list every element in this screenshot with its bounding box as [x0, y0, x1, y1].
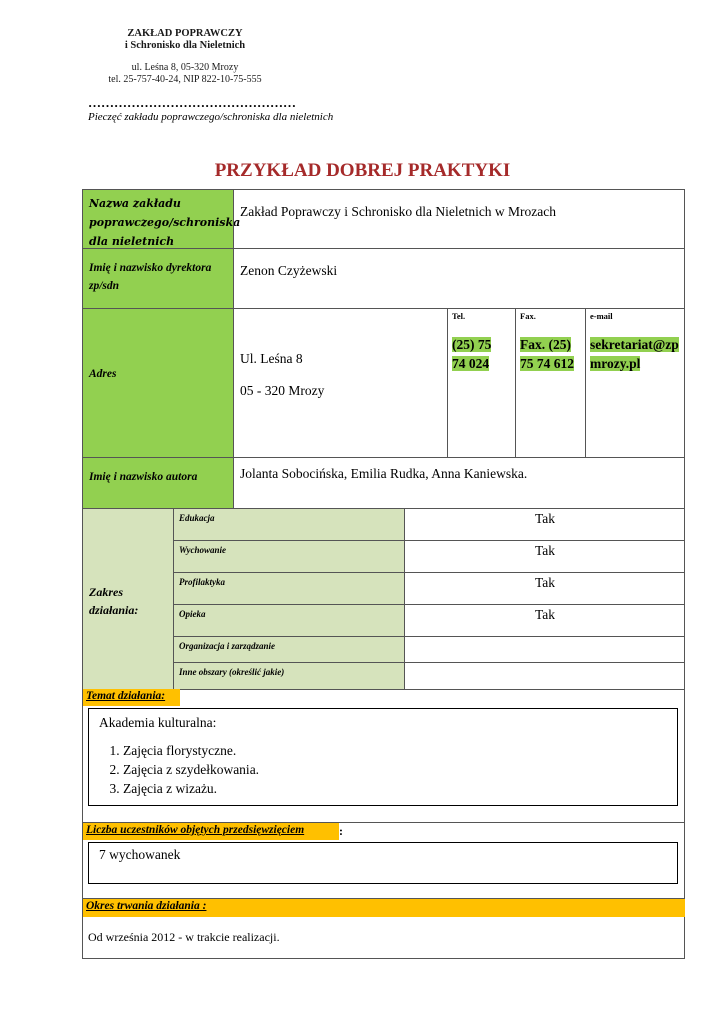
scope-item-value: Tak [404, 508, 685, 540]
scope-item-name: Edukacja [173, 508, 404, 540]
list-item: 1. Zajęcia florystyczne. [123, 741, 667, 760]
tel-label: Tel. [452, 311, 466, 321]
stamp-line-4: tel. 25-757-40-24, NIP 822-10-75-555 [108, 74, 262, 85]
topic-box [88, 708, 678, 806]
stamp-line-3: ul. Leśna 8, 05-320 Mrozy [131, 62, 239, 73]
scope-item-value [404, 662, 685, 689]
list-item: 2. Zajęcia z szydełkowania. [123, 760, 667, 779]
author-label: Imię i nazwisko autora [83, 457, 233, 508]
email-value[interactable]: sekretariat@zpmrozy.pl [590, 337, 679, 371]
topic-list [99, 741, 667, 798]
participants-colon: : [339, 824, 343, 838]
address-postal: 05 - 320 Mrozy [240, 383, 325, 398]
stamp-dots: ………………………………………… [88, 95, 296, 110]
institution-stamp [100, 28, 270, 86]
fax-label: Fax. [520, 311, 536, 321]
scope-item-name: Inne obszary (określić jakie) [173, 662, 404, 689]
address-cell [233, 308, 447, 457]
scope-item-value: Tak [404, 572, 685, 604]
list-item: 3. Zajęcia z wizażu. [123, 779, 667, 798]
director-label: Imię i nazwisko dyrektora zp/sdn [83, 248, 233, 308]
scope-item-name: Opieka [173, 604, 404, 636]
scope-item-name: Wychowanie [173, 540, 404, 572]
topic-label: Temat działania: [83, 689, 180, 706]
topic-intro: Akademia kulturalna: [99, 715, 217, 730]
director-value: Zenon Czyżewski [233, 248, 685, 308]
stamp-line-1: ZAKŁAD POPRAWCZY [127, 28, 243, 39]
scope-item-value [404, 636, 685, 662]
page-title: PRZYKŁAD DOBREJ PRAKTYKI [214, 160, 511, 181]
name-label: Nazwa zakładu poprawczego/schroniska dla nieletnich [83, 190, 233, 248]
scope-item-value: Tak [404, 540, 685, 572]
stamp-caption: Pieczęć zakładu poprawczego/schroniska dla nieletnich [88, 111, 334, 123]
stamp-line-2: i Schronisko dla Nieletnich [124, 40, 246, 51]
scope-item-name: Profilaktyka [173, 572, 404, 604]
scope-label-cell [83, 508, 173, 689]
email-cell [585, 308, 685, 457]
fax-value: Fax. (25) 75 74 612 [520, 337, 574, 371]
fax-cell [515, 308, 585, 457]
duration-value: Od września 2012 - w trakcie realizacji. [88, 930, 280, 944]
scope-item-name: Organizacja i zarządzanie [173, 636, 404, 662]
scope-item-value: Tak [404, 604, 685, 636]
address-label: Adres [83, 308, 233, 457]
participants-label: Liczba uczestników objętych przedsięwzięciem [83, 823, 339, 840]
name-value: Zakład Poprawczy i Schronisko dla Nieletnich w Mrozach [233, 190, 685, 248]
scope-label: Zakres działania: [89, 585, 139, 617]
participants-value: 7 wychowanek [88, 842, 678, 884]
tel-cell [447, 308, 515, 457]
author-value: Jolanta Sobocińska, Emilia Rudka, Anna Kaniewska. [233, 457, 685, 508]
duration-label: Okres trwania działania : [83, 899, 685, 917]
form-table [82, 189, 685, 959]
tel-value: (25) 75 74 024 [452, 337, 492, 371]
email-label: e-mail [590, 311, 613, 321]
address-street: Ul. Leśna 8 [240, 351, 303, 366]
